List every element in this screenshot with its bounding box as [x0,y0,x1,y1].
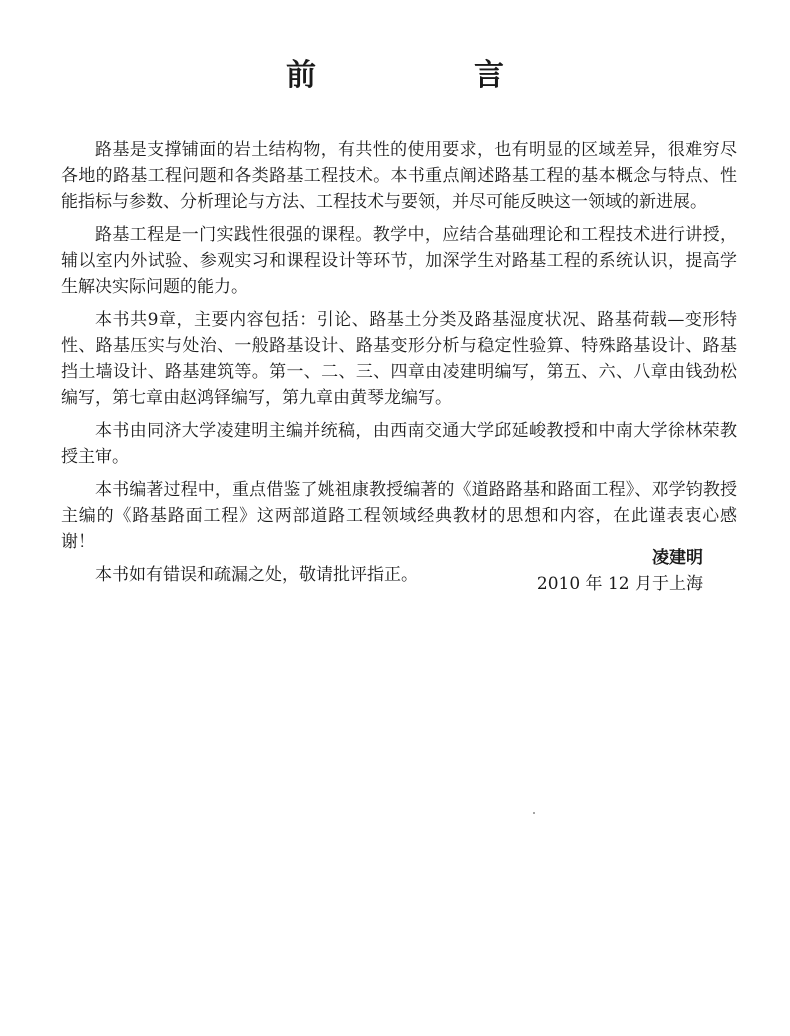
signature-date: 2010 年 12 月于上海 [536,574,703,594]
scan-speck [533,812,535,814]
paragraph-5: 本书编著过程中，重点借鉴了姚祖康教授编著的《道路路基和路面工程》、邓学钧教授主编的《路基路面工程》这两部道路工程领域经典教材的思想和内容，在此谨表衷心感谢！ [61,480,737,552]
paragraph-2: 路基工程是一门实践性很强的课程。教学中，应结合基础理论和工程技术进行讲授，辅以室内外试验、参观实习和课程设计等环节，加深学生对路基工程的系统认识，提高学生解决实际问题的能力。 [61,225,737,297]
paragraph-6: 本书如有错误和疏漏之处，敬请批评指正。 [95,565,418,585]
preface-body [61,137,737,595]
page-title: 前 言 [286,58,568,93]
paragraph-3: 本书共9章，主要内容包括：引论、路基土分类及路基湿度状况、路基荷载—变形特性、路基压实与处治、一般路基设计、路基变形分析与稳定性验算、特殊路基设计、路基挡土墙设计、路基建筑等。第一、二、三、四章由凌建明编写，第五、六、八章由钱劲松编写，第七章由赵鸿铎编写，第九章由黄琴龙编写。 [61,310,737,408]
author-signature: 凌建明 [652,548,703,568]
paragraph-1: 路基是支撑铺面的岩土结构物，有共性的使用要求，也有明显的区域差异，很难穷尽各地的路基工程问题和各类路基工程技术。本书重点阐述路基工程的基本概念与特点、性能指标与参数、分析理论与方法、工程技术与要领，并尽可能反映这一领域的新进展。 [61,140,737,212]
paragraph-4: 本书由同济大学凌建明主编并统稿，由西南交通大学邱延峻教授和中南大学徐林荣教授主审。 [61,421,737,467]
